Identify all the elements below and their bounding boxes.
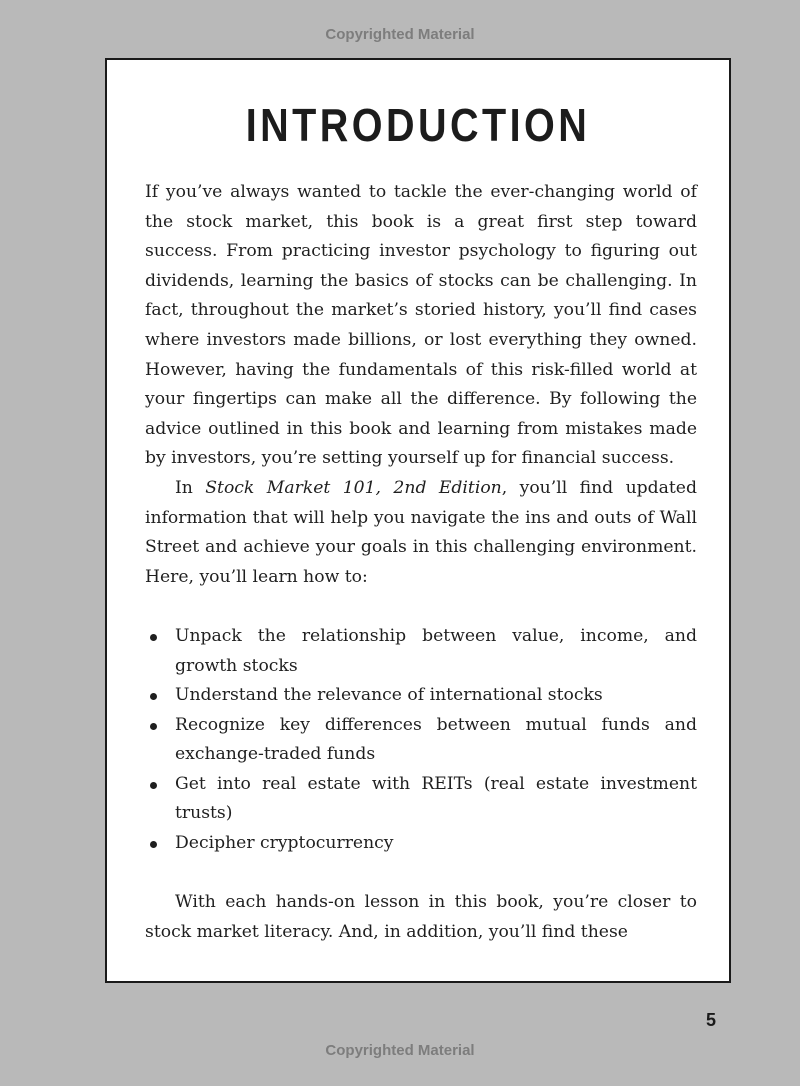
intro-paragraph-3: With each hands-on lesson in this book, you’re closer to stock market literacy. And, in addition, you’ll find these	[145, 892, 697, 942]
list-item-text: Unpack the relationship between value, income, and growth stocks	[175, 625, 697, 676]
list-item-text: Understand the relevance of international stocks	[175, 685, 603, 706]
bullet-dot-icon	[150, 723, 157, 730]
bullet-dot-icon	[150, 693, 157, 700]
copyright-watermark-top: Copyrighted Material	[325, 26, 475, 43]
page-number: 5	[706, 1010, 717, 1030]
book-page	[105, 58, 731, 983]
list-item-text: Get into real estate with REITs (real estate investment trusts)	[175, 773, 697, 824]
intro-paragraph-2	[145, 474, 697, 592]
copyright-watermark-bottom: Copyrighted Material	[325, 1042, 475, 1059]
page-body	[145, 178, 697, 947]
intro-paragraph-1: If you’ve always wanted to tackle the ever-changing world of the stock market, this book is a great first step toward success. From practicing investor psychology to figuring out dividends, learning the basics of stocks can be challenging. In fact, throughout the market’s storied history, you’ll find cases where investors made billions, or lost everything they owned. However, having the fundamentals of this risk-filled world at your fingertips can make all the difference. By following the advice outlined in this book and learning from mistakes made by investors, you’re setting yourself up for financial success.	[145, 182, 697, 469]
bullet-dot-icon	[150, 841, 157, 848]
bullet-dot-icon	[150, 782, 157, 789]
paragraph-2-suffix: , you’ll find updated information that will help you navigate the ins and outs of Wall Street and achieve your goals in this challenging environment. Here, you’ll learn how to:	[145, 477, 697, 587]
list-item	[145, 770, 697, 829]
list-item	[145, 711, 697, 770]
list-item	[145, 622, 697, 681]
list-item-text: Decipher cryptocurrency	[175, 833, 394, 854]
list-item	[145, 681, 697, 711]
book-title-italic: Stock Market 101, 2nd Edition	[205, 477, 502, 498]
bullet-dot-icon	[150, 634, 157, 641]
paragraph-2-prefix: In	[175, 477, 206, 498]
list-item-text: Recognize key differences between mutual funds and exchange-traded funds	[175, 714, 697, 765]
chapter-title: INTRODUCTION	[245, 99, 591, 151]
list-item	[145, 829, 697, 859]
learning-list	[145, 622, 697, 859]
